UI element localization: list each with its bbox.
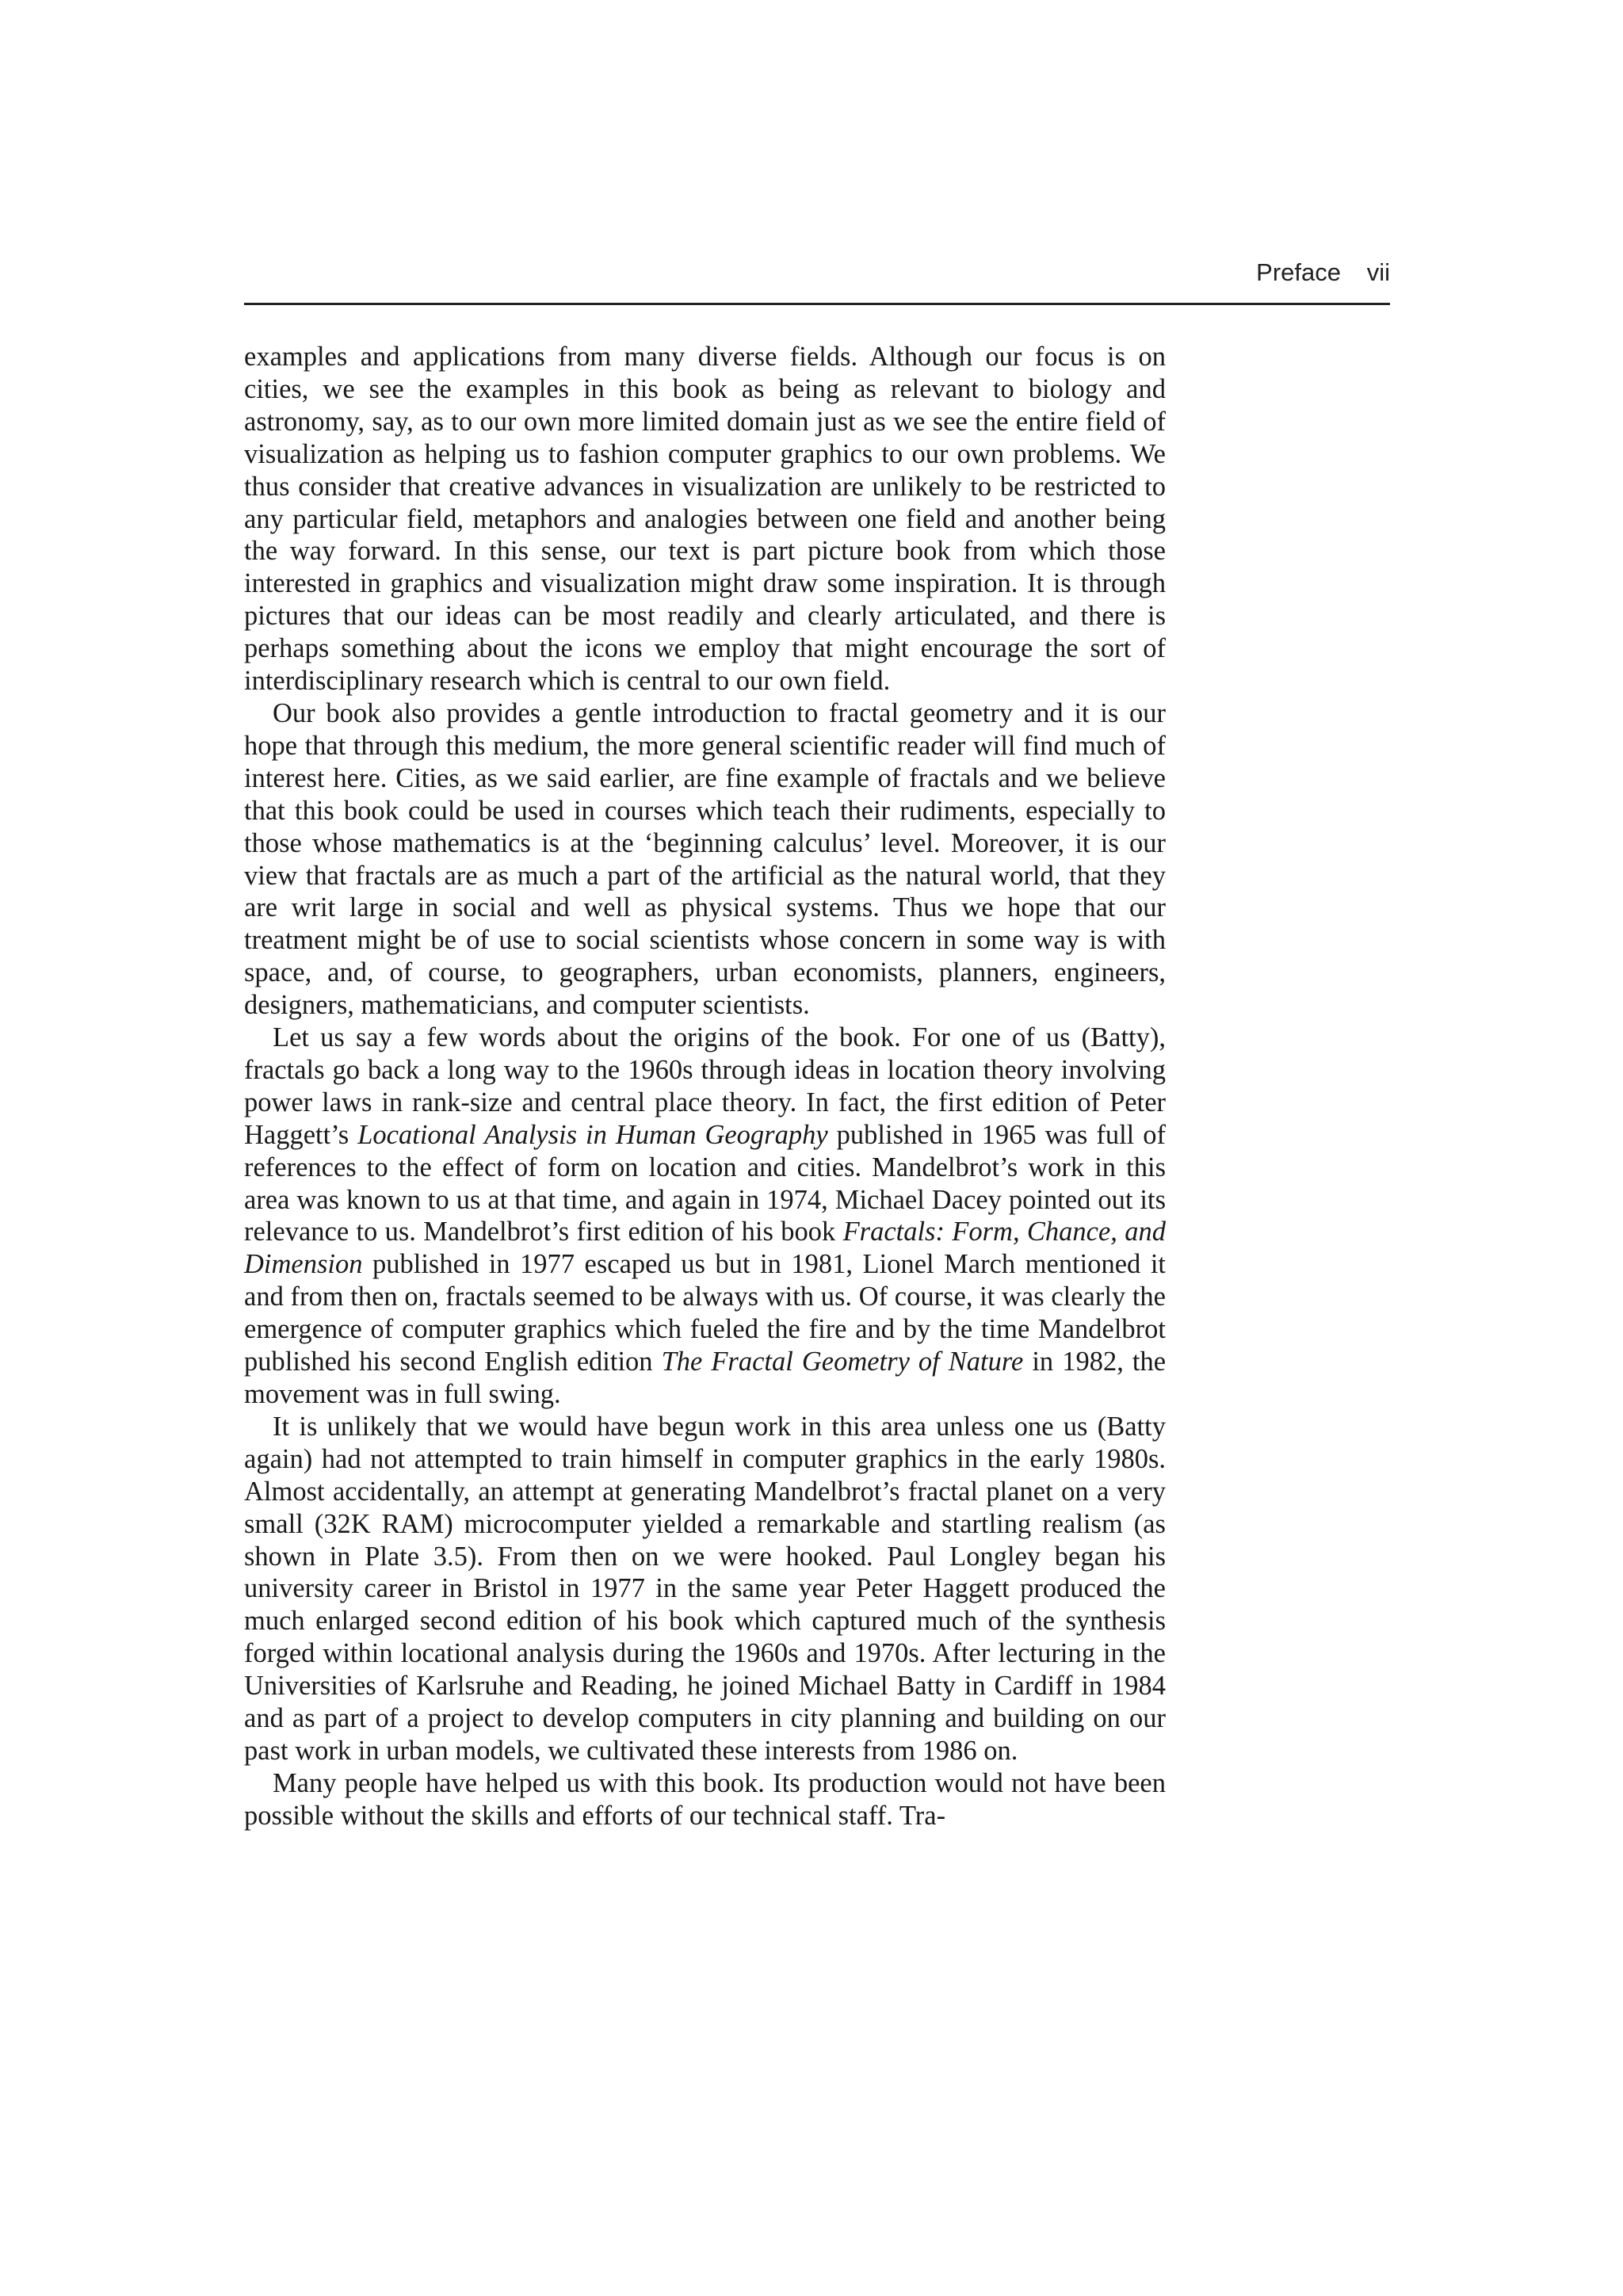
paragraph-segment: published in 1977 escaped us but in 1981, Lionel March mentioned it and from then on, fractals seemed to be always with us. Of course, it was clearly the emergence of computer graphics which fueled the fire and by the time Mandelbrot published his second English edition — [244, 1249, 1166, 1377]
paragraph-segment: in 1982, the movement was in full swing. — [244, 1347, 1167, 1409]
paragraph-2 — [244, 697, 1166, 1022]
paragraph-segment: It is unlikely that we would have begun work in this area unless one us (Batty again) had not attempted to train himself in computer graphics in the early 1980s. Almost accidentally, an attempt at generating Mandelbrot’s fractal planet on a very small (32K RAM) microcomputer yielded a remarkable and startling realism (as shown in Plate 3.5). From then on we were hooked. Paul Longley began his university career in Bristol in 1977 in the same year Peter Haggett produced the much enlarged second edition of his book which captured much of the synthesis forged within locational analysis during the 1960s and 1970s. After lecturing in the Universities of Karlsruhe and Reading, he joined Michael Batty in Cardiff in 1984 and as part of a project to develop computers in city planning and building on our past work in urban models, we cultivated these interests from 1986 on. — [244, 1411, 1166, 1766]
paragraph-3 — [244, 1022, 1166, 1411]
paragraph-segment: published in 1965 was full of references to the effect of form on location and cities. Mandelbrot’s work in this area was known to us at that time, and again in 1974, Michael Dacey pointed out its relevance to us. Mandelbrot’s first edition of his book — [244, 1119, 1166, 1247]
paragraph-segment: Let us say a few words about the origins of the book. For one of us (Batty), fractals go back a long way to the 1960s through ideas in location theory involving power laws in rank-size and central place theory. In fact, the first edition of Peter Haggett’s — [244, 1022, 1166, 1150]
header-rule — [244, 303, 1390, 305]
page-number: vii — [1366, 258, 1390, 286]
paragraph-segment: examples and applications from many diverse fields. Although our focus is on cities, we see the examples in this book as being as relevant to biology and astronomy, say, as to our own more limited domain just as we see the entire field of visualization as helping us to fashion computer graphics to our own problems. We thus consider that creative advances in visualization are unlikely to be restricted to any particular field, metaphors and analogies between one field and another being the way forward. In this sense, our text is part picture book from which those interested in graphics and visualization might draw some inspiration. It is through pictures that our ideas can be most readily and clearly articulated, and there is perhaps something about the icons we employ that might encourage the sort of interdisciplinary research which is central to our own field. — [244, 342, 1166, 697]
book-title-fractal-geometry-of-nature: The Fractal Geometry of Nature — [661, 1347, 1024, 1377]
paragraph-segment: Many people have helped us with this book. Its production would not have been possible without the skills and efforts of our technical staff. Tra- — [244, 1767, 1166, 1831]
book-title-locational-analysis: Locational Analysis in Human Geography — [357, 1119, 828, 1150]
running-head-title: Preface — [1256, 258, 1341, 286]
book-title-fractals-form-chance: Fractals: Form, Chance, and Dimension — [244, 1217, 1167, 1280]
paragraph-4 — [244, 1411, 1166, 1767]
body-text — [244, 341, 1166, 1832]
running-head — [244, 252, 1390, 300]
paragraph-segment: Our book also provides a gentle introduction to fractal geometry and it is our hope that through this medium, the more general scientific reader will find much of interest here. Cities, as we said earlier, are fine example of fractals and we believe that this book could be used in courses which teach their rudiments, especially to those whose mathematics is at the ‘beginning calculus’ level. Moreover, it is our view that fractals are as much a part of the artificial as the natural world, that they are writ large in social and well as physical systems. Thus we hope that our treatment might be of use to social scientists whose concern in some way is with space, and, of course, to geographers, urban economists, planners, engineers, designers, mathematicians, and computer scientists. — [244, 697, 1166, 1021]
paragraph-1 — [244, 341, 1166, 697]
paragraph-5 — [244, 1767, 1166, 1832]
